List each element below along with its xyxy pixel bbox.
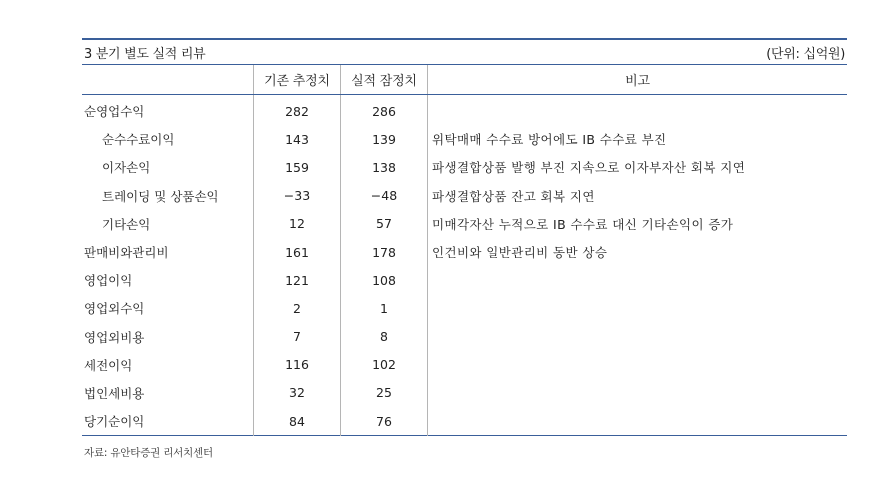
source-note: 자료: 유안타증권 리서치센터 — [84, 447, 213, 459]
report-table-block — [82, 38, 847, 436]
prelim-result-value: −48 — [341, 182, 428, 210]
table-row — [82, 266, 847, 294]
remark-text: 위탁매매 수수료 방어에도 IB 수수료 부진 — [428, 125, 848, 153]
remark-text: 파생결합상품 잔고 회복 지연 — [428, 182, 848, 210]
table-row — [82, 95, 847, 126]
remark-text: 미매각자산 누적으로 IB 수수료 대신 기타손익이 증가 — [428, 210, 848, 238]
row-label: 이자손익 — [102, 160, 151, 176]
remark-text — [428, 294, 848, 322]
prelim-result-value: 139 — [341, 125, 428, 153]
header-prelim-result: 실적 잠정치 — [341, 65, 428, 95]
table-body — [82, 95, 847, 436]
remark-text: 파생결합상품 발행 부진 지속으로 이자부자산 회복 지연 — [428, 153, 848, 181]
prelim-result-value: 108 — [341, 266, 428, 294]
table-row — [82, 351, 847, 379]
remark-text — [428, 95, 848, 126]
prelim-result-value: 25 — [341, 379, 428, 407]
table-row — [82, 210, 847, 238]
prev-estimate-value: 2 — [254, 294, 341, 322]
row-label: 영업이익 — [84, 273, 133, 289]
prev-estimate-value: 7 — [254, 323, 341, 351]
row-label: 트레이딩 및 상품손익 — [102, 188, 219, 204]
table-row — [82, 379, 847, 407]
prev-estimate-value: 84 — [254, 407, 341, 436]
table-title: 3 분기 별도 실적 리뷰 — [84, 46, 206, 62]
unit-label: (단위: 십억원) — [766, 46, 845, 62]
remark-text — [428, 407, 848, 436]
prev-estimate-value: 143 — [254, 125, 341, 153]
table-row — [82, 125, 847, 153]
prelim-result-value: 8 — [341, 323, 428, 351]
prev-estimate-value: 116 — [254, 351, 341, 379]
row-label: 판매비와관리비 — [84, 245, 169, 261]
row-label: 당기순이익 — [84, 414, 145, 430]
row-label: 영업외수익 — [84, 301, 145, 317]
prelim-result-value: 102 — [341, 351, 428, 379]
row-label: 법인세비용 — [84, 385, 145, 401]
table-row — [82, 294, 847, 322]
remark-text — [428, 379, 848, 407]
table-row — [82, 238, 847, 266]
prev-estimate-value: 32 — [254, 379, 341, 407]
remark-text — [428, 266, 848, 294]
header-remarks: 비고 — [428, 65, 848, 95]
prelim-result-value: 138 — [341, 153, 428, 181]
remark-text — [428, 323, 848, 351]
row-label: 영업외비용 — [84, 329, 145, 345]
header-item — [82, 65, 254, 95]
remark-text — [428, 351, 848, 379]
table-title-bar — [82, 38, 847, 65]
prelim-result-value: 1 — [341, 294, 428, 322]
prev-estimate-value: 12 — [254, 210, 341, 238]
row-label: 순수수료이익 — [102, 132, 175, 148]
table-header-row — [82, 65, 847, 95]
table-row — [82, 182, 847, 210]
prev-estimate-value: 159 — [254, 153, 341, 181]
row-label: 순영업수익 — [84, 104, 145, 120]
table-row — [82, 323, 847, 351]
prelim-result-value: 57 — [341, 210, 428, 238]
earnings-table — [82, 65, 847, 436]
prelim-result-value: 76 — [341, 407, 428, 436]
row-label: 기타손익 — [102, 216, 151, 232]
prelim-result-value: 286 — [341, 95, 428, 126]
table-row — [82, 153, 847, 181]
remark-text: 인건비와 일반관리비 동반 상승 — [428, 238, 848, 266]
header-prev-estimate: 기존 추정치 — [254, 65, 341, 95]
prev-estimate-value: 161 — [254, 238, 341, 266]
table-row — [82, 407, 847, 436]
prev-estimate-value: 282 — [254, 95, 341, 126]
row-label: 세전이익 — [84, 357, 133, 373]
prev-estimate-value: 121 — [254, 266, 341, 294]
prev-estimate-value: −33 — [254, 182, 341, 210]
prelim-result-value: 178 — [341, 238, 428, 266]
